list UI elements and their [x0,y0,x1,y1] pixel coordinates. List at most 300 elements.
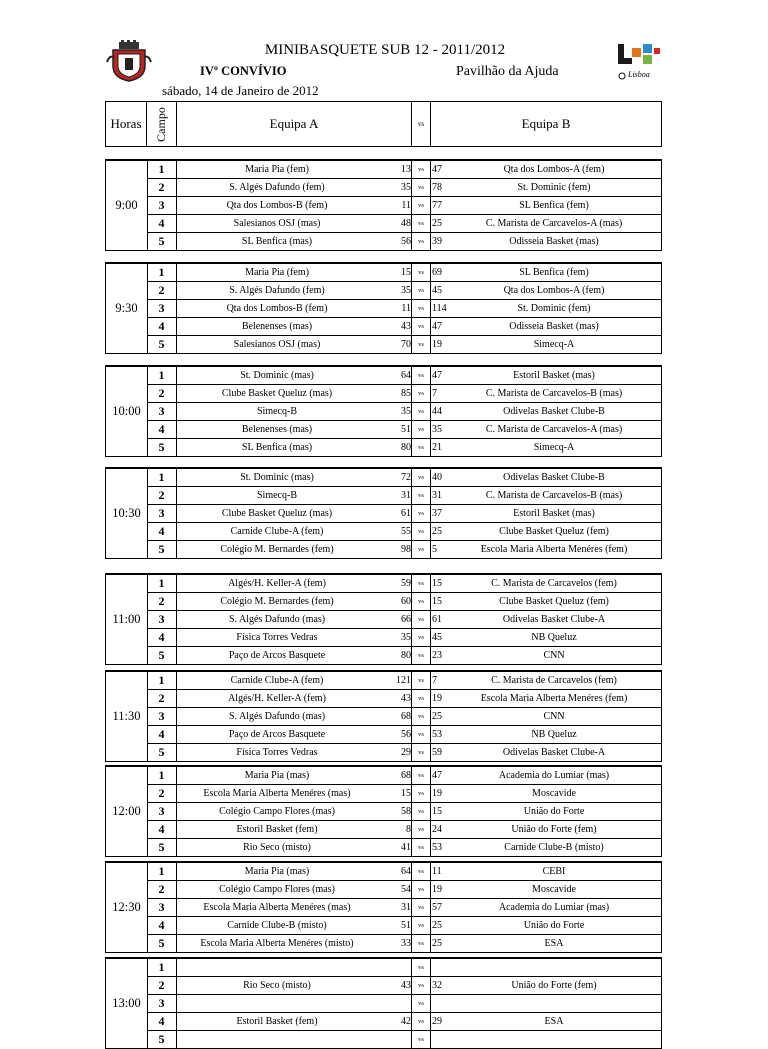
team-b-score: 25 [432,218,442,229]
page-title: MINIBASQUETE SUB 12 - 2011/2012 [264,42,506,58]
team-b-name: União do Forte [523,920,585,931]
game-row [147,744,661,762]
game-row [147,803,661,821]
team-a-name: SL Benfica (mas) [241,236,313,247]
game-row [147,439,661,457]
team-b-name: Odivelas Basket Clube-A [502,614,606,625]
game-row [147,995,661,1013]
team-b-score: 61 [432,614,442,625]
team-a-score: 43 [401,321,411,332]
team-b-score: 11 [432,866,442,877]
game-row [147,690,661,708]
team-b-score: 15 [432,596,442,607]
column-header-campo [147,102,177,146]
team-b-score: 78 [432,182,442,193]
vs-label: vs [411,487,431,504]
game-row [147,505,661,523]
team-b-score: 25 [432,920,442,931]
court-number: 2 [147,593,177,610]
vs-label: vs [411,863,431,880]
court-number: 3 [147,197,177,214]
vs-label: vs [411,318,431,335]
vs-label: vs [411,785,431,802]
vs-label: vs [411,995,431,1012]
column-header-team-a: Equipa A [177,102,412,146]
team-a-score: 56 [401,236,411,247]
vs-label: vs [411,629,431,646]
vs-label: vs [411,469,431,486]
game-row [147,672,661,690]
time-block [105,262,662,354]
team-a-name: Carnide Clube-A (fem) [230,526,324,537]
team-b-name: Estoril Basket (mas) [513,508,595,519]
time-slot: 12:00 [106,767,148,856]
game-row [147,385,661,403]
court-number: 5 [147,541,177,558]
court-number: 1 [147,959,177,976]
game-row [147,959,661,977]
game-row [147,629,661,647]
team-a-score: 68 [401,711,411,722]
game-row [147,487,661,505]
team-b-score: 7 [432,675,437,686]
team-a-name: Clube Basket Queluz (mas) [221,508,333,519]
team-a-name: St. Dominic (mas) [240,472,314,483]
court-number: 2 [147,385,177,402]
court-number: 4 [147,1013,177,1030]
vs-label: vs [411,505,431,522]
vs-label: vs [411,282,431,299]
court-number: 1 [147,264,177,281]
team-a-score [377,995,411,1012]
court-number: 1 [147,863,177,880]
game-row [147,977,661,995]
team-b-score: 25 [432,711,442,722]
game-row [147,541,661,559]
vs-label: vs [411,233,431,250]
team-b-score: 114 [432,303,447,314]
team-a-score: 64 [401,370,411,381]
time-slot: 11:30 [106,672,148,761]
team-b-score: 19 [432,339,442,350]
game-row [147,233,661,251]
team-a-score: 85 [401,388,411,399]
team-b-score: 53 [432,729,442,740]
page-header [0,0,768,100]
team-a-score: 15 [401,788,411,799]
team-a-score: 31 [401,902,411,913]
team-a-score: 61 [401,508,411,519]
court-number: 4 [147,421,177,438]
team-b-name: Odivelas Basket Clube-A [502,747,606,758]
court-number: 1 [147,367,177,384]
vs-label: vs [411,821,431,838]
court-number: 2 [147,690,177,707]
team-a-name: Qta dos Lombos-B (fem) [226,200,328,211]
team-b-name: SL Benfica (fem) [519,200,589,211]
team-a-score: 59 [401,578,411,589]
court-number: 3 [147,899,177,916]
team-a-name: Rio Seco (misto) [243,842,311,853]
team-a-name: Colégio Campo Flores (mas) [219,806,335,817]
time-slot: 10:30 [106,469,148,558]
time-block [105,467,662,559]
team-a-name: Física Torres Vedras [236,632,318,643]
court-number: 1 [147,469,177,486]
team-a-score: 42 [401,1016,411,1027]
team-b-score: 37 [432,508,442,519]
team-a-score: 80 [401,650,411,661]
vs-label: vs [411,264,431,281]
team-b-name: União do Forte [523,806,585,817]
court-number: 4 [147,629,177,646]
team-b-score: 15 [432,578,442,589]
vs-label: vs [411,881,431,898]
event-date: sábado, 14 de Janeiro de 2012 [162,83,319,98]
team-b-name: União do Forte (fem) [511,980,597,991]
game-row [147,785,661,803]
team-a-name: Algés/H. Keller-A (fem) [228,693,326,704]
team-a-name [177,995,377,1012]
vs-label: vs [411,215,431,232]
court-number: 2 [147,179,177,196]
team-b-name: CEBI [542,866,566,877]
court-number: 2 [147,487,177,504]
game-row [147,179,661,197]
game-row [147,899,661,917]
team-b-name: Simecq-A [533,339,575,350]
lisboa-logo-text: Lisboa [628,70,650,79]
game-row [147,881,661,899]
team-a-score: 80 [401,442,411,453]
vs-label: vs [411,421,431,438]
team-a-name: Paço de Arcos Basquete [228,650,326,661]
team-a-score: 64 [401,866,411,877]
team-b-score: 47 [432,321,442,332]
team-b-name: ESA [544,1016,564,1027]
team-a-score: 72 [401,472,411,483]
team-a-name: Maria Pia (mas) [244,866,310,877]
court-number: 3 [147,300,177,317]
team-b-name: Academia do Lumiar (mas) [498,902,610,913]
team-a-name: Escola Maria Alberta Menéres (mas) [203,902,351,913]
team-b-name: Moscavide [532,884,576,895]
vs-label: vs [411,611,431,628]
time-block [105,861,662,953]
team-a-name: Qta dos Lombos-B (fem) [226,303,328,314]
game-row [147,264,661,282]
team-a-score [377,959,411,976]
team-b-name: Academia do Lumiar (mas) [498,770,610,781]
team-b-name: NB Queluz [531,729,577,740]
team-b-name [447,1031,661,1048]
vs-label: vs [411,672,431,689]
time-slot: 11:00 [106,575,148,664]
team-a-name [177,959,377,976]
game-row [147,839,661,857]
court-number: 5 [147,935,177,952]
team-a-name: Física Torres Vedras [236,747,318,758]
team-a-score: 35 [401,632,411,643]
game-row [147,367,661,385]
team-a-name: Estoril Basket (fem) [236,824,318,835]
team-a-name: Maria Pia (mas) [244,770,310,781]
time-block [105,670,662,762]
team-a-score: 8 [406,824,411,835]
team-b-score: 19 [432,884,442,895]
time-block [105,957,662,1049]
team-b-score: 25 [432,938,442,949]
vs-label: vs [411,439,431,456]
team-b-name [447,995,661,1012]
team-a-name: S. Algés Dafundo (fem) [229,285,325,296]
column-header-row [105,101,662,147]
court-number: 3 [147,505,177,522]
team-b-score: 47 [432,370,442,381]
court-number: 1 [147,767,177,784]
team-a-name: Carnide Clube-B (misto) [227,920,327,931]
team-b-name: ESA [544,938,564,949]
team-b-name: Clube Basket Queluz (fem) [499,526,609,537]
team-a-name: Colégio M. Bernardes (fem) [220,596,334,607]
court-number: 3 [147,708,177,725]
team-b-score: 19 [432,693,442,704]
game-row [147,708,661,726]
team-b-name: Odisseia Basket (mas) [509,236,599,247]
vs-label: vs [411,367,431,384]
team-a-score: 35 [401,285,411,296]
team-a-name: Simecq-B [257,406,297,417]
team-a-name: S. Algés Dafundo (fem) [229,182,325,193]
team-a-score: 121 [396,675,411,686]
team-a-name: Paço de Arcos Basquete [228,729,326,740]
team-b-score: 77 [432,200,442,211]
team-a-score: 11 [401,200,411,211]
court-number: 2 [147,282,177,299]
team-b-name: C. Marista de Carcavelos-B (mas) [485,490,623,501]
court-number: 3 [147,403,177,420]
team-b-name: C. Marista de Carcavelos (fem) [491,578,617,589]
court-number: 5 [147,1031,177,1048]
team-a-score: 13 [401,164,411,175]
team-b-name: Odivelas Basket Clube-B [503,472,605,483]
team-b-score: 59 [432,747,442,758]
team-b-score: 39 [432,236,442,247]
venue-name: Pavilhão da Ajuda [456,64,559,79]
court-number: 4 [147,215,177,232]
column-header-team-b: Equipa B [521,116,571,131]
time-slot: 13:00 [106,959,148,1048]
team-a-name: Simecq-B [257,490,297,501]
team-a-name: St. Dominic (mas) [240,370,314,381]
court-number: 2 [147,785,177,802]
game-row [147,767,661,785]
event-subtitle: IVº CONVÍVIO [200,64,287,78]
team-b-name: CNN [543,711,565,722]
team-a-score: 56 [401,729,411,740]
vs-label: vs [411,161,431,178]
team-b-score: 5 [432,544,437,555]
court-number: 5 [147,439,177,456]
team-b-name: C. Marista de Carcavelos (fem) [491,675,617,686]
vs-label: vs [411,179,431,196]
team-b-score: 21 [432,442,442,453]
game-row [147,403,661,421]
team-a-score: 98 [401,544,411,555]
court-number: 1 [147,161,177,178]
team-a-name: SL Benfica (mas) [241,442,313,453]
vs-label: vs [411,197,431,214]
game-row [147,523,661,541]
team-a-score: 31 [401,490,411,501]
game-row [147,282,661,300]
team-a-score: 33 [401,938,411,949]
vs-label: vs [411,959,431,976]
team-a-score: 43 [401,693,411,704]
team-a-score: 29 [401,747,411,758]
team-b-score: 45 [432,285,442,296]
vs-label: vs [411,744,431,761]
team-a-name [177,1031,377,1048]
court-number: 5 [147,233,177,250]
vs-label: vs [411,300,431,317]
team-a-name: Algés/H. Keller-A (fem) [228,578,326,589]
team-a-name: Escola Maria Alberta Menéres (mas) [203,788,351,799]
court-number: 5 [147,336,177,353]
team-b-name: St. Dominic (fem) [517,182,591,193]
team-b-score: 19 [432,788,442,799]
team-b-score: 47 [432,164,442,175]
club-crest-logo [105,40,153,82]
team-b-name: NB Queluz [531,632,577,643]
team-b-name: União do Forte (fem) [511,824,597,835]
court-number: 5 [147,647,177,664]
game-row [147,421,661,439]
vs-label: vs [411,708,431,725]
team-a-name: Colégio Campo Flores (mas) [219,884,335,895]
vs-label: vs [411,839,431,856]
team-a-score: 11 [401,303,411,314]
team-b-score: 25 [432,526,442,537]
court-number: 3 [147,803,177,820]
team-b-name: Escola Maria Alberta Menéres (fem) [480,693,628,704]
team-a-name: S. Algés Dafundo (mas) [228,711,326,722]
vs-label: vs [411,977,431,994]
vs-label: vs [411,690,431,707]
court-number: 4 [147,821,177,838]
team-b-name: Clube Basket Queluz (fem) [499,596,609,607]
vs-label: vs [411,523,431,540]
team-a-name: Carnide Clube-A (fem) [230,675,324,686]
team-a-score: 54 [401,884,411,895]
vs-label: vs [411,767,431,784]
vs-label: vs [411,385,431,402]
time-block [105,159,662,251]
court-number: 3 [147,611,177,628]
court-number: 4 [147,318,177,335]
team-a-score [377,1031,411,1048]
team-b-score: 23 [432,650,442,661]
team-b-score: 57 [432,902,442,913]
team-b-name: Carnide Clube-B (misto) [504,842,604,853]
team-b-score: 7 [432,388,437,399]
team-b-score: 53 [432,842,442,853]
team-b-score: 31 [432,490,442,501]
team-a-name: Salesianos OSJ (mas) [233,339,321,350]
game-row [147,1013,661,1031]
time-slot: 10:00 [106,367,148,456]
vs-label: vs [411,647,431,664]
court-number: 2 [147,977,177,994]
game-row [147,318,661,336]
column-header-vs: vs [412,102,431,146]
team-a-name: Colégio M. Bernardes (fem) [220,544,334,555]
team-a-score: 55 [401,526,411,537]
game-row [147,821,661,839]
time-block [105,765,662,857]
team-b-name: St. Dominic (fem) [517,303,591,314]
team-b-score: 69 [432,267,442,278]
team-b-score: 32 [432,980,442,991]
team-a-score: 51 [401,920,411,931]
team-a-score: 41 [401,842,411,853]
team-a-name: Clube Basket Queluz (mas) [221,388,333,399]
team-b-name: CNN [543,650,565,661]
team-a-score: 15 [401,267,411,278]
vs-label: vs [411,899,431,916]
team-b-name: C. Marista de Carcavelos-A (mas) [485,218,623,229]
vs-label: vs [411,575,431,592]
team-a-name: Escola Maria Alberta Menéres (misto) [200,938,354,949]
game-row [147,161,661,179]
game-row [147,593,661,611]
time-block [105,365,662,457]
team-b-name: Simecq-A [533,442,575,453]
team-b-name: Estoril Basket (mas) [513,370,595,381]
column-header-campo-label: Campo [154,106,169,142]
court-number: 4 [147,917,177,934]
vs-label: vs [411,593,431,610]
team-b-name: C. Marista de Carcavelos-B (mas) [485,388,623,399]
team-b-name: Odivelas Basket Clube-B [503,406,605,417]
team-b-name: Escola Maria Alberta Menéres (fem) [480,544,628,555]
team-a-score: 60 [401,596,411,607]
game-row [147,647,661,665]
game-row [147,575,661,593]
vs-label: vs [411,1013,431,1030]
team-a-score: 35 [401,182,411,193]
team-a-name: Belenenses (mas) [241,321,313,332]
team-b-name: Qta dos Lombos-A (fem) [503,285,605,296]
team-b-score: 44 [432,406,442,417]
lisboa-logo [612,42,664,84]
team-a-score: 35 [401,406,411,417]
team-b-score: 47 [432,770,442,781]
vs-label: vs [411,541,431,558]
team-a-score: 58 [401,806,411,817]
team-a-score: 48 [401,218,411,229]
team-b-score: 29 [432,1016,442,1027]
team-a-score: 66 [401,614,411,625]
court-number: 1 [147,672,177,689]
team-b-name: Qta dos Lombos-A (fem) [503,164,605,175]
court-number: 2 [147,881,177,898]
team-b-score: 45 [432,632,442,643]
time-slot: 9:00 [106,161,148,250]
court-number: 4 [147,523,177,540]
team-b-score: 15 [432,806,442,817]
team-b-name: Moscavide [532,788,576,799]
